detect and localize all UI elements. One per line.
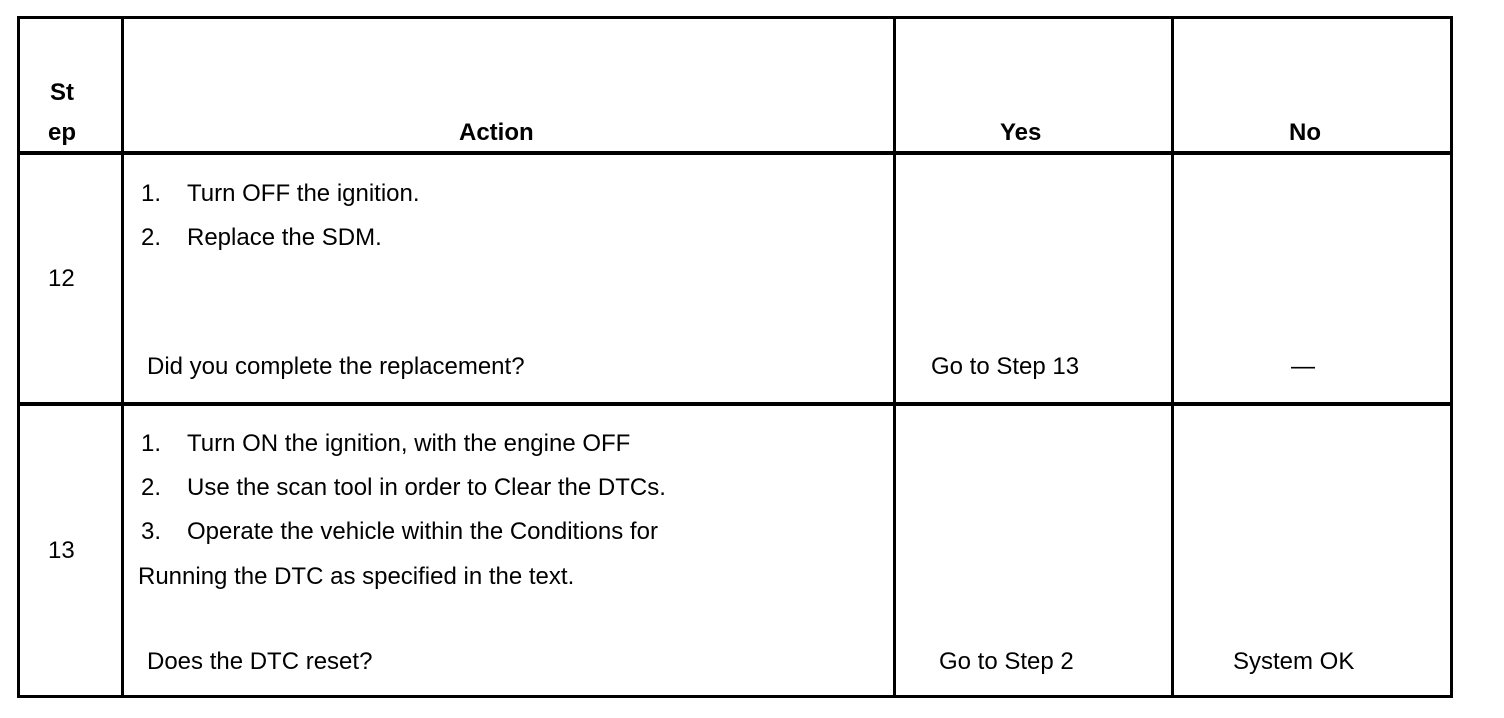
- step-number: 12: [48, 265, 75, 292]
- action-question: Did you complete the replacement?: [147, 353, 525, 380]
- row-divider: [20, 151, 1450, 155]
- action-step-number: 3.: [141, 518, 162, 545]
- no-result: System OK: [1233, 648, 1355, 675]
- column-divider: [1171, 19, 1174, 695]
- action-step-text: Use the scan tool in order to Clear the DTCs.: [187, 474, 666, 501]
- diagnostic-table: [17, 16, 1453, 698]
- action-step-number: 2.: [141, 474, 162, 501]
- action-step-number: 2.: [141, 224, 162, 251]
- no-result: —: [1291, 353, 1315, 380]
- step-number: 13: [48, 537, 75, 564]
- yes-result: Go to Step 13: [931, 353, 1080, 380]
- action-continuation: Running the DTC as specified in the text.: [138, 563, 575, 590]
- action-step-text: Replace the SDM.: [187, 224, 382, 251]
- header-step-line2: ep: [48, 119, 77, 146]
- column-divider: [893, 19, 896, 695]
- yes-result: Go to Step 2: [939, 648, 1074, 675]
- column-divider: [121, 19, 124, 695]
- header-no: No: [1289, 119, 1321, 146]
- row-divider: [20, 402, 1450, 406]
- action-step-number: 1.: [141, 180, 162, 207]
- action-question: Does the DTC reset?: [147, 648, 373, 675]
- header-yes: Yes: [1000, 119, 1042, 146]
- action-step-text: Turn ON the ignition, with the engine OFF: [187, 430, 631, 457]
- header-step-line1: St: [50, 79, 74, 106]
- header-action: Action: [459, 119, 534, 146]
- action-step-text: Turn OFF the ignition.: [187, 180, 420, 207]
- action-step-number: 1.: [141, 430, 162, 457]
- action-step-text: Operate the vehicle within the Conditions for: [187, 518, 658, 545]
